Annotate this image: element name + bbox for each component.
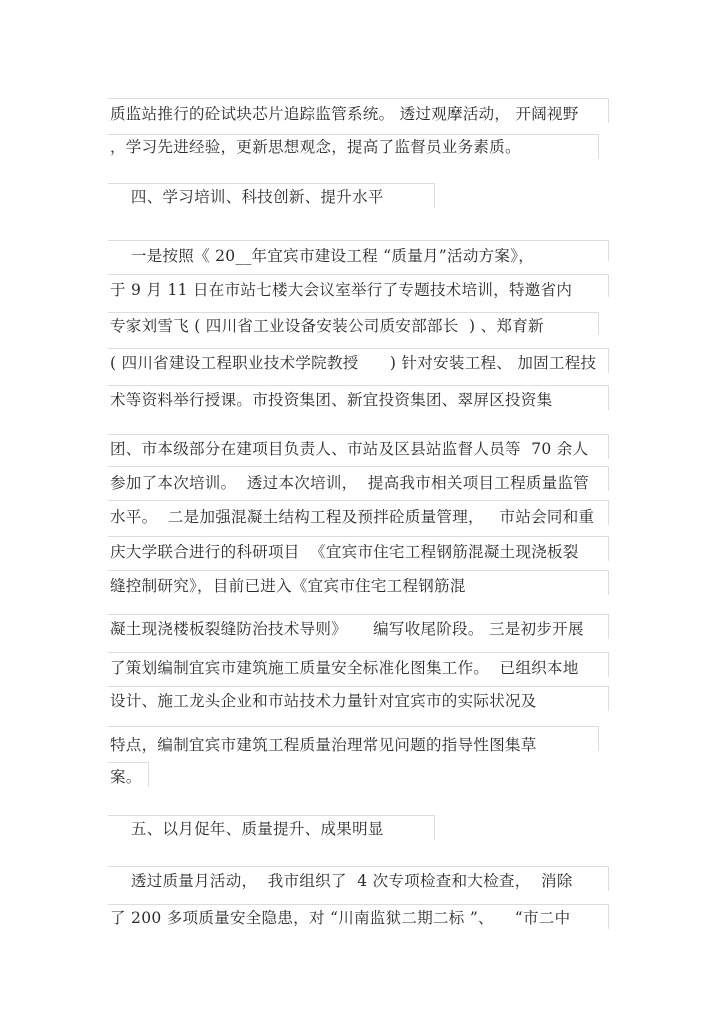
text-line: 设计、施工龙头企业和市站技术力量针对宜宾市的实际状况及 <box>110 692 537 710</box>
text-line: 庆大学联合进行的科研项目 《宜宾市住宅工程钢筋混凝土现浇板裂 <box>110 543 579 561</box>
text-line: 透过质量月活动， 我市组织了 4 次专项检查和大检查， 消除 <box>110 872 573 890</box>
text-line: 一是按照《 20__年宜宾市建设工程 “质量月”活动方案》， <box>110 247 535 265</box>
text-line: 参加了本次培训。 透过本次培训， 提高我市相关项目工程质量监管 <box>110 474 590 492</box>
text-line: 特点，编制宜宾市建筑工程质量治理常见问题的指导性图集草 <box>110 736 537 754</box>
text-line: 缝控制研究》，目前已进入《宜宾市住宅工程钢筋混 <box>110 577 466 595</box>
text-line: 术等资料举行授课。市投资集团、新宜投资集团、翠屏区投资集 <box>110 391 553 409</box>
text-line: ( 四川省建设工程职业技术学院教授 ) 针对安装工程、 加固工程技 <box>110 354 597 372</box>
text-line: 凝土现浇楼板裂缝防治技术导则》 编写收尾阶段。 三是初步开展 <box>110 620 584 638</box>
text-line: 质监站推行的砼试块芯片追踪监管系统。 透过观摩活动， 开阔视野 <box>110 105 579 123</box>
text-line: 了 200 多项质量安全隐患，对 “川南监狱二期二标 ”、 “市二中 <box>110 909 571 927</box>
text-line: 了策划编制宜宾市建筑施工质量安全标准化图集工作。 已组织本地 <box>110 659 579 677</box>
text-line: 专家刘雪飞 ( 四川省工业设备安装公司质安部部长 ) 、郑育新 <box>110 317 544 335</box>
text-line: 团、市本级部分在建项目负责人、市站及区县站监督人员等 70 余人 <box>110 440 589 458</box>
text-line: ，学习先进经验，更新思想观念，提高了监督员业务素质。 <box>110 138 521 156</box>
text-line: 水平。 二是加强混凝土结构工程及预拌砼质量管理， 市站会同和重 <box>110 508 595 526</box>
section-heading: 四、学习培训、科技创新、提升水平 <box>110 188 384 206</box>
section-heading: 五、以月促年、质量提升、成果明显 <box>110 820 384 838</box>
text-line: 于 9 月 11 日在市站七楼大会议室举行了专题技术培训，特邀省内 <box>110 281 573 299</box>
text-line: 案。 <box>110 768 142 786</box>
